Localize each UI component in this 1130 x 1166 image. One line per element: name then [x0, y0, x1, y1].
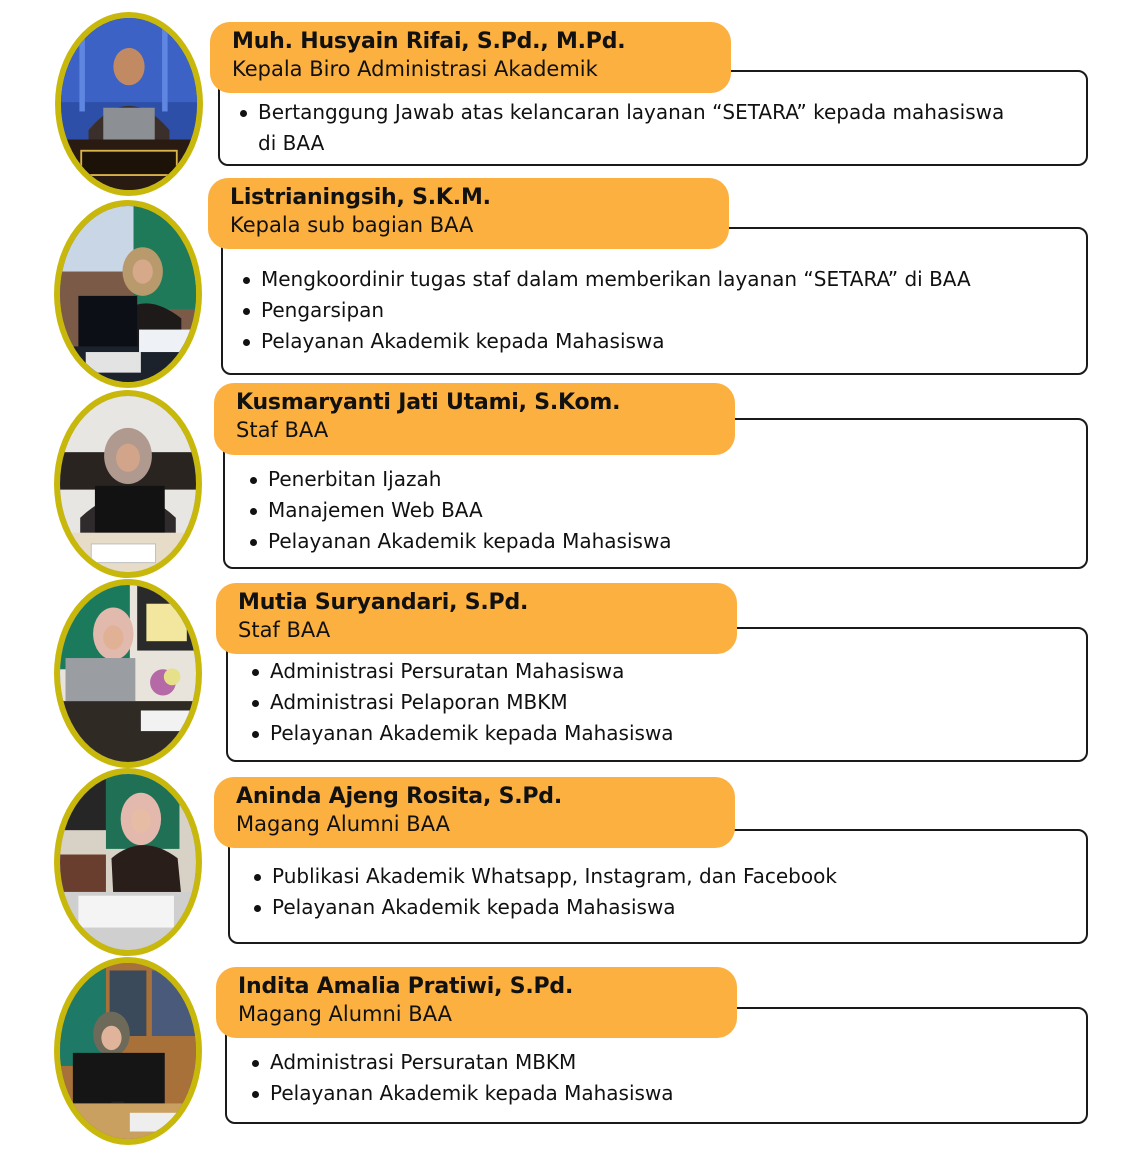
duties-list-4 [248, 656, 674, 749]
staff-header-2 [208, 178, 729, 249]
staff-name: Muh. Husyain Rifai, S.Pd., M.Pd. [232, 29, 626, 54]
duty-item: Pengarsipan [239, 295, 971, 326]
duties-list-5 [250, 861, 837, 923]
duties-list-3 [246, 464, 672, 557]
staff-photo-4 [54, 579, 202, 768]
staff-photo-5 [54, 768, 202, 956]
portrait-photo-icon [60, 206, 196, 382]
staff-header-4 [216, 583, 737, 654]
staff-name: Mutia Suryandari, S.Pd. [238, 590, 529, 615]
staff-name: Listrianingsih, S.K.M. [230, 185, 491, 210]
staff-header-1 [210, 22, 731, 93]
duty-item: Administrasi Persuratan MBKM [248, 1047, 674, 1078]
staff-role: Kepala sub bagian BAA [230, 213, 474, 237]
duties-list-6 [248, 1047, 674, 1109]
duty-item: Administrasi Pelaporan MBKM [248, 687, 674, 718]
duty-item: Bertanggung Jawab atas kelancaran layanan “SETARA” kepada mahasiswa di BAA [236, 97, 1018, 159]
staff-photo-6 [54, 957, 202, 1145]
staff-header-5 [214, 777, 735, 848]
duty-item: Pelayanan Akademik kepada Mahasiswa [248, 1078, 674, 1109]
duty-item: Penerbitan Ijazah [246, 464, 672, 495]
portrait-photo-icon [60, 774, 196, 950]
staff-photo-1 [55, 12, 203, 196]
portrait-photo-icon [60, 396, 196, 572]
staff-role: Magang Alumni BAA [238, 1002, 453, 1026]
duty-item: Administrasi Persuratan Mahasiswa [248, 656, 674, 687]
portrait-photo-icon [60, 585, 196, 762]
staff-photo-3 [54, 390, 202, 578]
staff-name: Indita Amalia Pratiwi, S.Pd. [238, 974, 574, 999]
duty-item: Pelayanan Akademik kepada Mahasiswa [250, 892, 837, 923]
staff-name: Aninda Ajeng Rosita, S.Pd. [236, 784, 563, 809]
duty-item: Publikasi Akademik Whatsapp, Instagram, dan Facebook [250, 861, 837, 892]
staff-photo-2 [54, 200, 202, 388]
duty-item: Pelayanan Akademik kepada Mahasiswa [248, 718, 674, 749]
duties-list-1 [236, 97, 1018, 159]
duty-item: Pelayanan Akademik kepada Mahasiswa [246, 526, 672, 557]
staff-header-6 [216, 967, 737, 1038]
staff-role: Kepala Biro Administrasi Akademik [232, 57, 598, 81]
staff-role: Magang Alumni BAA [236, 812, 451, 836]
staff-header-3 [214, 383, 735, 455]
portrait-photo-icon [60, 963, 196, 1139]
staff-role: Staf BAA [238, 618, 331, 642]
duty-item: Manajemen Web BAA [246, 495, 672, 526]
portrait-photo-icon [61, 18, 197, 190]
staff-role: Staf BAA [236, 418, 329, 442]
staff-name: Kusmaryanti Jati Utami, S.Kom. [236, 390, 621, 415]
duty-item: Pelayanan Akademik kepada Mahasiswa [239, 326, 971, 357]
duties-list-2 [239, 264, 971, 357]
duty-item: Mengkoordinir tugas staf dalam memberikan layanan “SETARA” di BAA [239, 264, 971, 295]
